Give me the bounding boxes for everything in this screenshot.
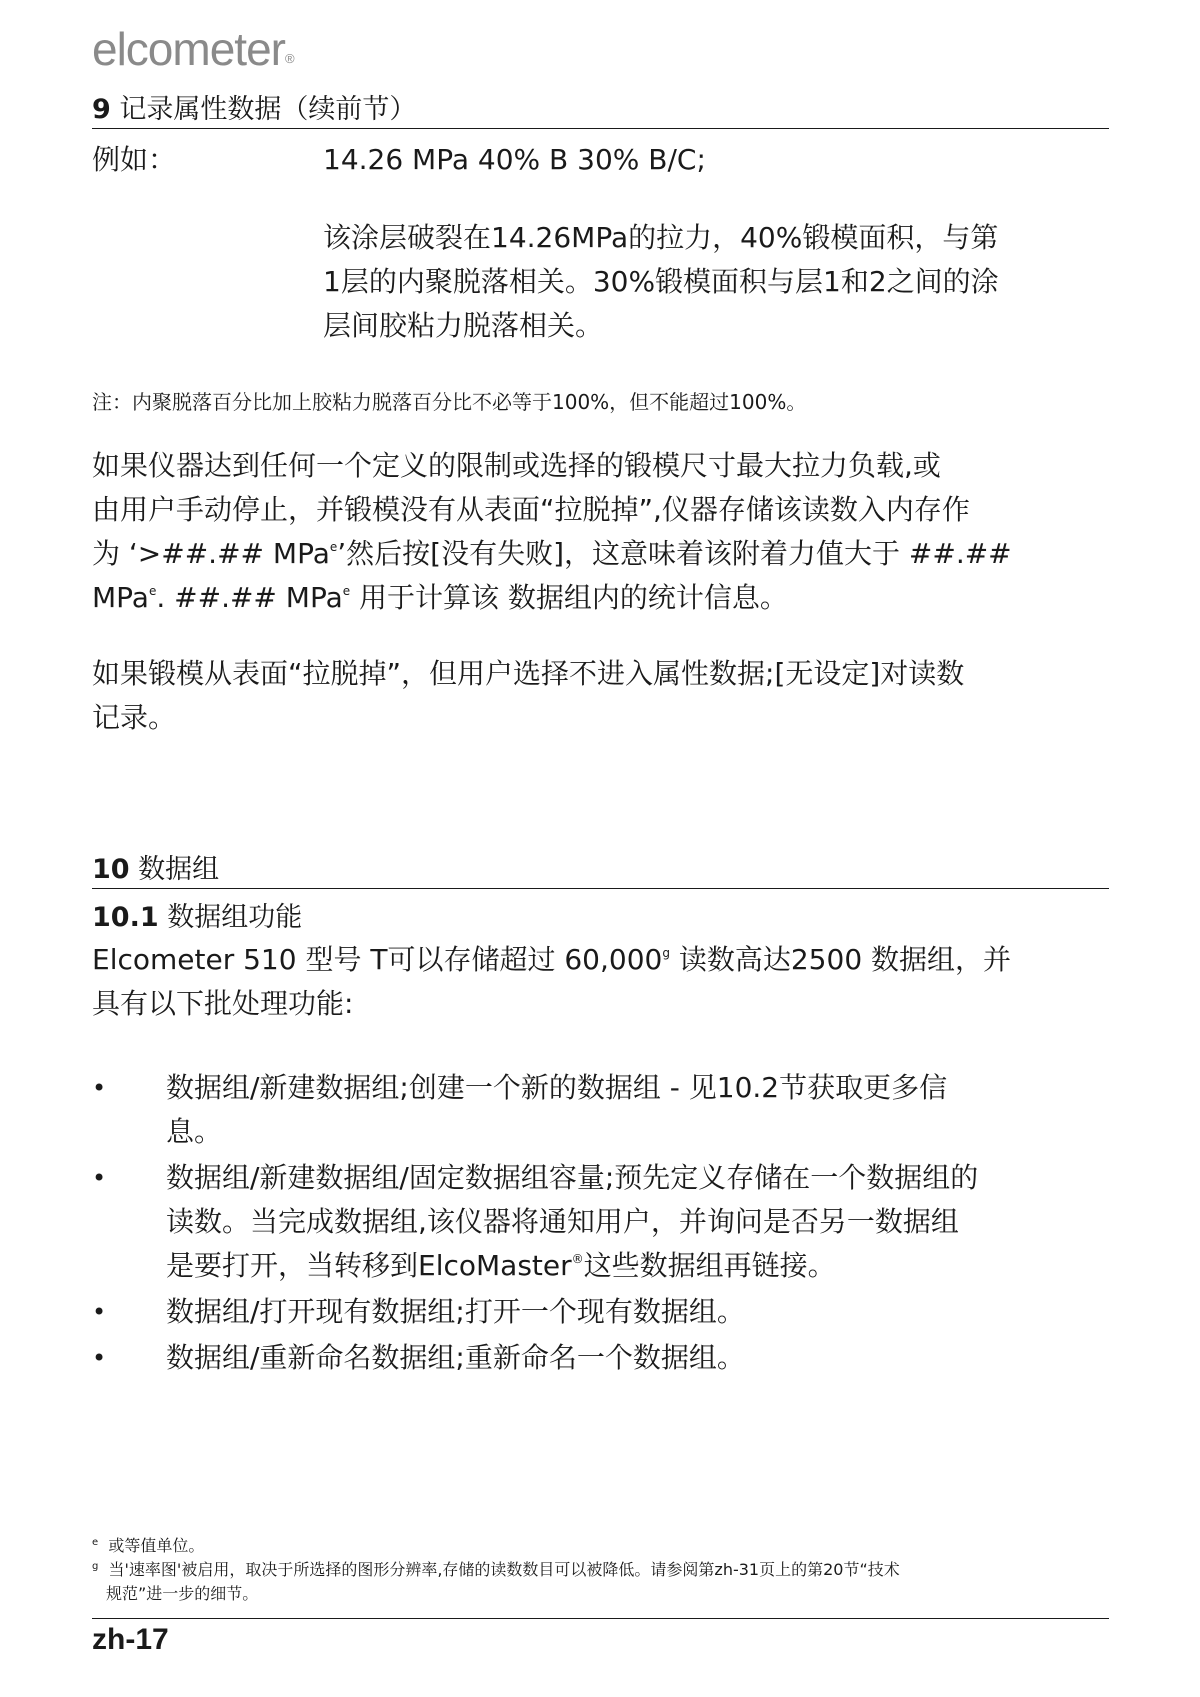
section-10-heading bbox=[92, 852, 1109, 889]
list-item: 数据组/打开现有数据组;打开一个现有数据组。 bbox=[166, 1295, 745, 1328]
note-text: 注：内聚脱落百分比加上胶粘力脱落百分比不必等于100%，但不能超过100%。 bbox=[92, 390, 807, 414]
registered-mark: ® bbox=[284, 51, 295, 66]
section-title: 数据组 bbox=[138, 854, 220, 885]
subsection-number: 10.1 bbox=[92, 902, 159, 933]
footnotes: $^e$ 或等值单位。 $^g$ 当'速率图'被启用，取决于所选择的图形分辨率,存储的读数数目可以被降低。请参阅第zh-31页上的第20节“技术 规范”进一步的细节。 bbox=[92, 1534, 1122, 1606]
subsection-10-1-heading bbox=[92, 900, 302, 936]
intro-paragraph: Elcometer 510 型号 T可以存储超过 60,000$^g$ 读数高达2500 数据组，并 具有以下批处理功能: bbox=[92, 943, 1012, 1020]
section-number: 10 bbox=[92, 854, 130, 885]
footnote-ref-e: e bbox=[329, 540, 338, 554]
list-item: 数据组/新建数据组;创建一个新的数据组 - 见10.2节获取更多信 息。 bbox=[166, 1071, 948, 1148]
footnote-ref-e: e bbox=[148, 584, 157, 598]
bullet-symbol: • bbox=[92, 1074, 107, 1102]
footnote-ref-e: e bbox=[342, 584, 351, 598]
bullet-symbol: • bbox=[92, 1298, 107, 1326]
example-explanation: 该涂层破裂在14.26MPa的拉力，40%锻模面积，与第 1层的内聚脱落相关。30%锻模面积与层1和2之间的涂 层间胶粘力脱落相关。 bbox=[323, 221, 999, 342]
bullet-symbol: • bbox=[92, 1164, 107, 1192]
example-value: 14.26 MPa 40% B 30% B/C; bbox=[323, 143, 706, 176]
section-9-heading bbox=[92, 92, 1109, 129]
list-item: 数据组/重新命名数据组;重新命名一个数据组。 bbox=[166, 1341, 745, 1374]
footnote-ref-g: g bbox=[662, 946, 670, 960]
registered-mark: ® bbox=[571, 1252, 584, 1266]
footnote-g: $^g$ 当'速率图'被启用，取决于所选择的图形分辨率,存储的读数数目可以被降低。请参阅第zh-31页上的第20节“技术 bbox=[92, 1560, 900, 1579]
page-number: zh-17 bbox=[92, 1623, 169, 1656]
paragraph-limit-reached: 如果仪器达到任何一个定义的限制或选择的锻模尺寸最大拉力负载,或 由用户手动停止，并锻模没有从表面“拉脱掉”,仪器存储该读数入内存作 为 ‘>##.## MPa$^e$’然后按[没有失败]，这意味着该附着力值大于 ##.## MPa$^e$. ##.## MPa$^e$ 用于计算该 数据组内的统计信息。 bbox=[92, 449, 1012, 614]
elcometer-logo: elcometer® bbox=[92, 23, 295, 75]
section-title: 记录属性数据（续前节） bbox=[119, 94, 417, 125]
bullet-symbol: • bbox=[92, 1344, 107, 1372]
paragraph-pull-off: 如果锻模从表面“拉脱掉”，但用户选择不进入属性数据;[无设定]对读数 记录。 bbox=[92, 657, 965, 734]
example-label: 例如： bbox=[92, 143, 177, 176]
section-number: 9 bbox=[92, 94, 111, 125]
list-item: 数据组/新建数据组/固定数据组容量;预先定义存储在一个数据组的 读数。当完成数据组,该仪器将通知用户，并询问是否另一数据组 是要打开，当转移到ElcoMaster®这些数据组再链接。 bbox=[166, 1161, 979, 1282]
footnote-e: $^e$ 或等值单位。 bbox=[92, 1536, 205, 1555]
footer-rule bbox=[92, 1618, 1109, 1619]
subsection-title: 数据组功能 bbox=[167, 902, 303, 933]
